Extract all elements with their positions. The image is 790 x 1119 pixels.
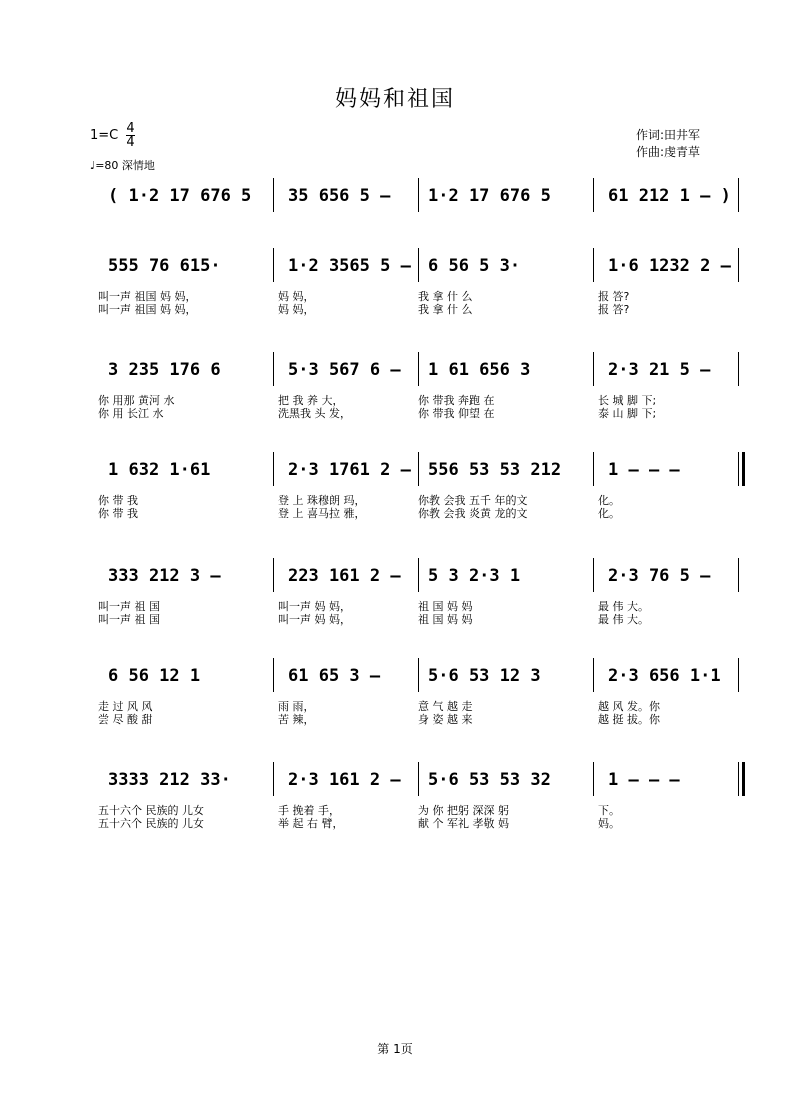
barline <box>418 248 419 282</box>
measure-group: 223 161 2 – <box>288 566 401 586</box>
barline <box>738 352 739 386</box>
lyric-segment: 妈 妈， <box>278 290 315 303</box>
lyric-segment: 叫一声 祖 国 <box>98 613 160 626</box>
barline <box>593 658 594 692</box>
measure-group: 3 235 176 6 <box>108 360 221 380</box>
measure-group: 6 56 12 1 <box>108 666 201 686</box>
measure-group: 3333 212 33· <box>108 770 231 790</box>
barline <box>418 352 419 386</box>
lyric-segment: 泰 山 脚 下; <box>598 407 657 420</box>
lyric-segment: 化。 <box>598 507 620 520</box>
score-line <box>88 452 738 518</box>
measure-group: 1 – – – <box>608 460 680 480</box>
barline <box>418 178 419 212</box>
lyric-segment: 报 答? <box>598 290 630 303</box>
notation-row <box>88 558 738 598</box>
lyric-verse-2 <box>88 711 738 724</box>
lyric-segment: 最 伟 大。 <box>598 613 649 626</box>
lyric-verse-1 <box>88 802 738 815</box>
key-label: 1=C <box>90 128 119 143</box>
barline <box>273 178 274 212</box>
lyric-segment: 身 姿 越 来 <box>418 713 473 726</box>
measure-group: 1·2 3565 5 – <box>288 256 411 276</box>
barline <box>738 248 739 282</box>
lyric-segment: 你 带我 奔跑 在 <box>418 394 495 407</box>
measure-group: 5 3 2·3 1 <box>428 566 521 586</box>
barline <box>738 558 739 592</box>
measure-group: ( 1·2 17 676 5 <box>108 186 252 206</box>
notation-row <box>88 178 738 218</box>
measure-group: 1 632 1·61 <box>108 460 211 480</box>
barline <box>593 452 594 486</box>
time-denominator: 4 <box>126 135 135 150</box>
barline <box>593 248 594 282</box>
lyric-segment: 叫一声 祖 国 <box>98 600 160 613</box>
lyric-segment: 你 带我 仰望 在 <box>418 407 495 420</box>
lyric-segment: 妈 妈， <box>278 303 315 316</box>
lyric-segment: 雨 雨， <box>278 700 315 713</box>
page-number: 第 1页 <box>377 1042 413 1056</box>
lyric-segment: 祖 国 妈 妈 <box>418 600 473 613</box>
score-line <box>88 558 738 624</box>
lyric-verse-2 <box>88 815 738 828</box>
lyric-segment: 举 起 右 臂， <box>278 817 344 830</box>
lyric-segment: 化。 <box>598 494 620 507</box>
measure-group: 333 212 3 – <box>108 566 221 586</box>
barline <box>593 352 594 386</box>
lyricist: 作词:田井军 <box>636 128 701 142</box>
measure-group: 2·3 1761 2 – <box>288 460 411 480</box>
lyric-verse-2 <box>88 505 738 518</box>
barline <box>418 452 419 486</box>
barline <box>273 762 274 796</box>
score-line <box>88 658 738 724</box>
lyric-segment: 尝 尽 酸 甜 <box>98 713 153 726</box>
score-line <box>88 762 738 828</box>
barline <box>273 352 274 386</box>
lyric-verse-1 <box>88 698 738 711</box>
composer: 作曲:虔青草 <box>636 145 701 159</box>
key-signature <box>90 122 135 149</box>
barline <box>418 558 419 592</box>
tempo-marking: ♩=80 深情地 <box>90 159 155 172</box>
lyric-segment: 报 答? <box>598 303 630 316</box>
lyric-segment: 你教 会我 炎黄 龙的文 <box>418 507 528 520</box>
barline <box>273 558 274 592</box>
lyric-segment: 你 带 我 <box>98 494 138 507</box>
lyric-verse-2 <box>88 611 738 624</box>
measure-group: 2·3 76 5 – <box>608 566 711 586</box>
lyric-segment: 登 上 珠穆朗 玛， <box>278 494 366 507</box>
score-line <box>88 248 738 314</box>
measure-group: 61 65 3 – <box>288 666 381 686</box>
barline <box>593 762 594 796</box>
barline <box>273 658 274 692</box>
notation-row <box>88 352 738 392</box>
lyric-segment: 叫一声 妈 妈， <box>278 600 351 613</box>
barline <box>418 658 419 692</box>
notation-row <box>88 452 738 492</box>
measure-group: 1 61 656 3 <box>428 360 531 380</box>
lyric-verse-1 <box>88 392 738 405</box>
measure-group: 1 – – – <box>608 770 680 790</box>
measure-group: 1·6 1232 2 – <box>608 256 731 276</box>
lyric-segment: 你 用那 黄河 水 <box>98 394 175 407</box>
lyric-segment: 五十六个 民族的 儿女 <box>98 817 204 830</box>
lyric-segment: 叫一声 妈 妈， <box>278 613 351 626</box>
credits <box>636 127 700 161</box>
lyric-segment: 你 带 我 <box>98 507 138 520</box>
lyric-segment: 登 上 喜马拉 雅， <box>278 507 366 520</box>
measure-group: 5·6 53 12 3 <box>428 666 541 686</box>
score-line <box>88 178 738 218</box>
lyric-verse-2 <box>88 405 738 418</box>
measure-group: 6 56 5 3· <box>428 256 521 276</box>
time-numerator: 4 <box>126 121 135 136</box>
lyric-segment: 走 过 风 风 <box>98 700 153 713</box>
barline <box>593 558 594 592</box>
lyric-segment: 手 挽着 手， <box>278 804 340 817</box>
measure-group: 5·3 567 6 – <box>288 360 401 380</box>
lyric-verse-1 <box>88 598 738 611</box>
lyric-segment: 最 伟 大。 <box>598 600 649 613</box>
lyric-segment: 叫一声 祖国 妈 妈， <box>98 303 197 316</box>
lyric-segment: 越 挺 拔。你 <box>598 713 660 726</box>
measure-group: 2·3 161 2 – <box>288 770 401 790</box>
barline <box>273 452 274 486</box>
notation-row <box>88 658 738 698</box>
lyric-verse-2 <box>88 301 738 314</box>
lyric-segment: 五十六个 民族的 儿女 <box>98 804 204 817</box>
measure-group: 61 212 1 – ) <box>608 186 731 206</box>
lyric-verse-1 <box>88 492 738 505</box>
notation-row <box>88 762 738 802</box>
notation-row <box>88 248 738 288</box>
song-title: 妈妈和祖国 <box>334 87 455 112</box>
barline <box>738 178 739 212</box>
measure-group: 35 656 5 – <box>288 186 391 206</box>
lyric-segment: 苦 辣， <box>278 713 315 726</box>
lyric-segment: 下。 <box>598 804 620 817</box>
score-line <box>88 352 738 418</box>
lyric-segment: 叫一声 祖国 妈 妈， <box>98 290 197 303</box>
lyric-segment: 为 你 把躬 深深 躬 <box>418 804 509 817</box>
measure-group: 2·3 21 5 – <box>608 360 711 380</box>
measure-group: 5·6 53 53 32 <box>428 770 551 790</box>
lyric-segment: 越 风 发。你 <box>598 700 660 713</box>
lyric-segment: 你教 会我 五千 年的文 <box>418 494 528 507</box>
lyric-segment: 把 我 养 大， <box>278 394 344 407</box>
barline <box>593 178 594 212</box>
lyric-segment: 洗黑我 头 发， <box>278 407 351 420</box>
lyric-segment: 妈。 <box>598 817 620 830</box>
lyric-verse-1 <box>88 288 738 301</box>
measure-group: 555 76 615· <box>108 256 221 276</box>
lyric-segment: 献 个 军礼 孝敬 妈 <box>418 817 509 830</box>
lyric-segment: 长 城 脚 下; <box>598 394 657 407</box>
lyric-segment: 你 用 长江 水 <box>98 407 164 420</box>
measure-group: 1·2 17 676 5 <box>428 186 551 206</box>
lyric-segment: 我 拿 什 么 <box>418 290 473 303</box>
barline <box>418 762 419 796</box>
measure-group: 2·3 656 1·1 <box>608 666 721 686</box>
lyric-segment: 祖 国 妈 妈 <box>418 613 473 626</box>
lyric-segment: 我 拿 什 么 <box>418 303 473 316</box>
measure-group: 556 53 53 212 <box>428 460 562 480</box>
barline <box>738 658 739 692</box>
time-signature <box>126 122 134 149</box>
barline <box>273 248 274 282</box>
barline <box>738 762 745 796</box>
lyric-segment: 意 气 越 走 <box>418 700 473 713</box>
barline <box>738 452 745 486</box>
